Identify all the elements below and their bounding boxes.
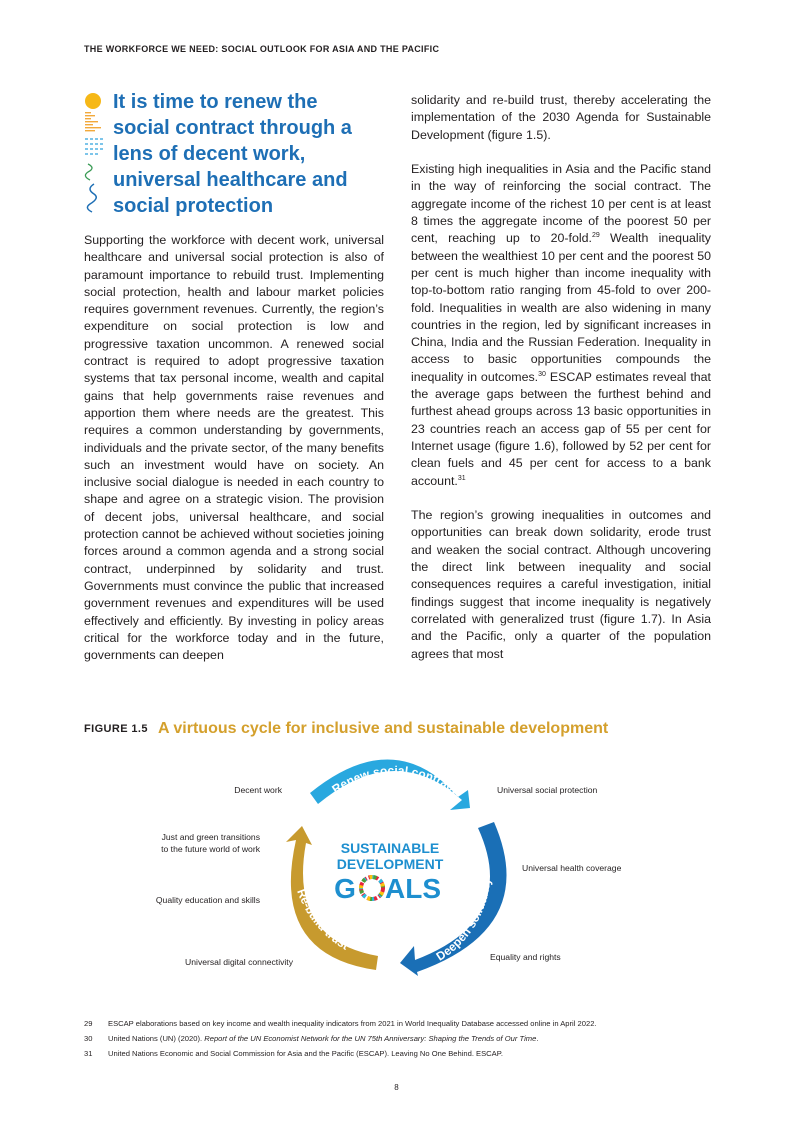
figure-label: FIGURE 1.5: [84, 723, 148, 735]
label-quality-education: Quality education and skills: [155, 895, 260, 905]
body-paragraph: Supporting the workforce with decent work, universal healthcare and universal social protection is also of paramount importance to rebuild trust. Implementing social protection, health and labour market policies requires government revenues. Currently, the region’s expenditure on social protection is low and progressive taxation uncommon. A renewed social contract is required to adopt progressive taxation systems that tax personal income, wealth and capital gains that help governments raise revenues and apportion them where needs are the greatest. This requires a common understanding by governments, individuals and the private sector, of the many benefits such an investment would have on society. An inclusive social dialogue is needed in each country to shape and agree on a strategic vision. The provision of decent jobs, universal healthcare, and social protection cannot be achieved without societies joining forces around a common agenda and a strong social contract, underpinned by solidarity and trust. Governments must convince the public that increased government revenues and expenditures will be used effectively and efficiently. By investing in policy areas critical for the workforce today and in the future, governments can deepen: [84, 233, 384, 663]
footnote: [84, 1016, 724, 1031]
running-header: THE WORKFORCE WE NEED: SOCIAL OUTLOOK FOR ASIA AND THE PACIFIC: [84, 44, 440, 54]
footnote-text: United Nations Economic and Social Commission for Asia and the Pacific (ESCAP). Leaving No One Behind. ESCAP.: [108, 1049, 503, 1058]
label-equality-rights: Equality and rights: [490, 952, 561, 962]
footnote-text: ESCAP elaborations based on key income and wealth inequality indicators from 2021 in World Inequality Database accessed online in April 2022.: [108, 1019, 597, 1028]
body-paragraph: [411, 161, 711, 490]
sdg-line-1: SUSTAINABLE: [340, 840, 440, 856]
label-just-green-1: Just and green transitions: [161, 832, 260, 842]
virtuous-cycle-diagram: [0, 750, 793, 990]
text-run: Wealth inequality between the wealthiest 10 per cent and the poorest 50 per cent is much higher than income inequality with top-to-bottom ratio ranging from 45-fold to over 200-fold. Inequalities in wealth are also widening in many countries in the region, led by significant increases in China, India and the Russian Federation. Inequality in access to basic opportunities compounds the inequality in outcomes.: [411, 231, 711, 384]
decorative-sdg-icon: [84, 92, 108, 222]
footnote-ref[interactable]: 29: [591, 232, 600, 240]
footnote-number: 30: [84, 1034, 93, 1043]
arc-label-trust: Re-build trust: [294, 887, 352, 953]
right-column: [411, 92, 711, 680]
footnote-number: 31: [84, 1049, 93, 1058]
footnotes: [84, 1016, 724, 1061]
report-title: Report of the UN Economist Network for the UN 75th Anniversary: Shaping the Trends of Our Time: [204, 1034, 537, 1043]
text-run: .: [536, 1034, 539, 1043]
footnote: [84, 1046, 724, 1061]
section-heading: It is time to renew the social contract through a lens of decent work, universal healthcare and social protection: [113, 91, 352, 217]
text-run: United Nations (UN) (2020).: [108, 1034, 205, 1043]
footnote: [84, 1031, 724, 1046]
text-run: Existing high inequalities in Asia and the Pacific stand in the way of reinforcing the social contract. The aggregate income of the richest 10 per cent is at least 8 times the aggregate income of the poorest 50 per cent, reaching up to 20-fold.: [411, 162, 711, 246]
label-just-green-2: to the future world of work: [161, 844, 260, 854]
sdg-line-2: DEVELOPMENT: [336, 856, 444, 872]
left-column: [84, 92, 384, 682]
body-paragraph: solidarity and re-build trust, thereby accelerating the implementation of the 2030 Agenda for Sustainable Development (figure 1.5).: [411, 93, 711, 142]
page-number: 8: [394, 1083, 399, 1092]
sdg-als: ALS: [385, 873, 441, 904]
label-decent-work: Decent work: [234, 785, 282, 795]
section-heading-block: [84, 92, 384, 232]
label-social-protection: Universal social protection: [497, 785, 598, 795]
arc-label-solidarity: Deepen solidarity: [433, 877, 494, 964]
footnote-ref[interactable]: 31: [457, 474, 466, 482]
sdg-g: G: [334, 873, 356, 904]
footnote-text: [108, 1031, 538, 1046]
sdg-wheel-icon: [361, 877, 383, 899]
footnote-number: 29: [84, 1019, 93, 1028]
figure-title: A virtuous cycle for inclusive and sustainable development: [158, 720, 609, 737]
text-run: ESCAP estimates reveal that the average gaps between the furthest behind and furthest ahead groups across 13 basic opportunities in 23 countries reach an access gap of 55 per cent for Internet usage (figure 1.6), followed by 52 per cent for clean fuels and 45 per cent for access to a bank account.: [411, 369, 712, 488]
arc-label-renew: Renew social contract: [329, 763, 461, 797]
body-paragraph: The region’s growing inequalities in outcomes and opportunities can break down solidarity, erode trust and weaken the social contract. Although uncovering the direct link between inequality and social consequences requires a careful investigation, initial findings suggest that income inequality is negatively correlated with generalized trust (figure 1.7). In Asia and the Pacific, only a quarter of the population agrees that most: [411, 508, 711, 661]
footnote-ref[interactable]: 30: [538, 370, 546, 378]
label-health-coverage: Universal health coverage: [522, 863, 622, 873]
label-digital-connectivity: Universal digital connectivity: [185, 957, 293, 967]
